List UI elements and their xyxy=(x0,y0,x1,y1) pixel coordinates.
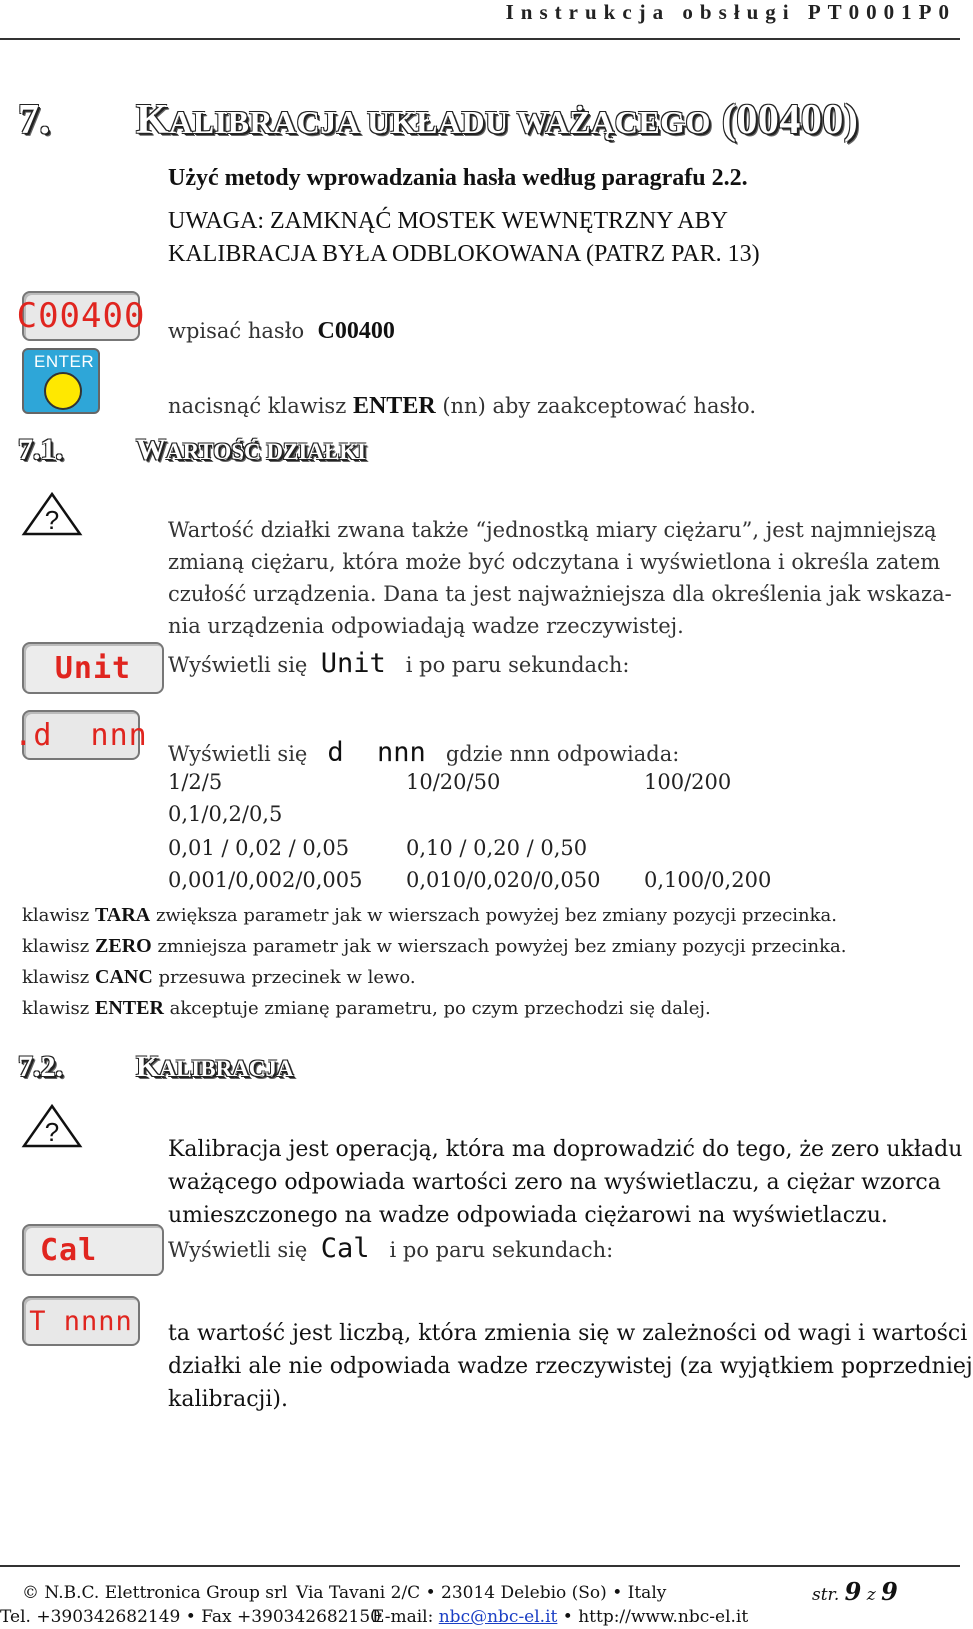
section-7-title: KALIBRACJA UKŁADU WAŻĄCEGO (00400) xyxy=(136,97,859,143)
document-header-title: Instrukcja obsługi PT0001P0 xyxy=(505,0,956,24)
section-7-2-paragraph-line-2: ważącego odpowiada wartości zero na wyświetlaczu, a ciężar wzorca xyxy=(168,1170,941,1195)
key-description-tara: klawisz TARA zwiększa parametr jak w wierszach powyżej bez zmiany pozycji przecinka. xyxy=(22,904,838,926)
section-7-1-paragraph-line-1: Wartość działki zwana także “jednostką miary ciężaru”, jest najmniejszą xyxy=(168,518,937,542)
warning-question-icon xyxy=(22,492,82,536)
value-cell: 0,1/0,2/0,5 xyxy=(168,802,283,826)
footer-contact: E-mail: nbc@nbc-el.it • http://www.nbc-el.it xyxy=(372,1607,749,1627)
footer-company: © N.B.C. Elettronica Group srl xyxy=(22,1583,288,1603)
lcd-display-d-nnn: .d nnn xyxy=(22,710,140,760)
section-7-number: 7. xyxy=(18,97,51,143)
section-7-2-paragraph-line-1: Kalibracja jest operacją, która ma doprowadzić do tego, że zero układu xyxy=(168,1137,963,1162)
lcd-display-cal: Cal xyxy=(22,1224,164,1276)
value-cell: 100/200 xyxy=(644,770,732,794)
enter-key-icon: ENTER xyxy=(22,348,100,414)
warning-question-icon xyxy=(22,1104,82,1148)
value-cell: 0,01 / 0,02 / 0,05 xyxy=(168,836,350,860)
shows-cal-text: Wyświetli się Cal i po paru sekundach: xyxy=(168,1233,614,1264)
enter-password-instruction: wpisać hasło C00400 xyxy=(168,318,395,344)
footer-email-link[interactable]: nbc@nbc-el.it xyxy=(438,1607,558,1627)
key-description-enter: klawisz ENTER akceptuje zmianę parametru, po czym przechodzi się dalej. xyxy=(22,997,711,1019)
value-cell: 10/20/50 xyxy=(406,770,501,794)
footer-page-number: str. 9 z 9 xyxy=(812,1577,898,1606)
footer-divider xyxy=(0,1565,960,1567)
section-7-1-paragraph-line-4: nia urządzenia odpowiadają wadze rzeczywistej. xyxy=(168,614,684,638)
footer-address: Via Tavani 2/C • 23014 Delebio (So) • Italy xyxy=(296,1583,667,1603)
shows-unit-text: Wyświetli się Unit i po paru sekundach: xyxy=(168,648,630,679)
header-divider xyxy=(0,38,960,40)
svg-text:?: ? xyxy=(44,505,60,535)
section-7-2-tail-line-1: ta wartość jest liczbą, która zmienia się w zależności od wagi i wartości xyxy=(168,1321,968,1346)
section-7-1-paragraph-line-2: zmianą ciężaru, która może być odczytana i wyświetlona i określa zatem xyxy=(168,550,941,574)
footer-website[interactable]: http://www.nbc-el.it xyxy=(578,1607,749,1627)
section-7-warning-line-2: KALIBRACJA BYŁA ODBLOKOWANA (PATRZ PAR. 13) xyxy=(168,241,760,267)
section-7-warning-line-1: UWAGA: ZAMKNĄĆ MOSTEK WEWNĘTRZNY ABY xyxy=(168,208,728,234)
section-7-1-title: WARTOŚĆ DZIAŁKI xyxy=(136,433,367,466)
section-7-2-number: 7.2. xyxy=(18,1050,63,1083)
value-cell: 0,10 / 0,20 / 0,50 xyxy=(406,836,588,860)
lcd-display-t-nnnn: T nnnn xyxy=(22,1296,140,1346)
value-cell: 0,001/0,002/0,005 xyxy=(168,868,363,892)
section-7-1-paragraph-line-3: czułość urządzenia. Dana ta jest najważniejsza dla określenia jak wskaza- xyxy=(168,582,952,606)
section-7-2-tail-line-2: działki ale nie odpowiada wadze rzeczywistej (za wyjątkiem poprzedniej xyxy=(168,1354,973,1379)
section-7-2-title: KALIBRACJA xyxy=(136,1050,294,1083)
value-cell: 1/2/5 xyxy=(168,770,223,794)
section-7-1-number: 7.1. xyxy=(18,433,63,466)
section-7-2-tail-line-3: kalibracji). xyxy=(168,1387,288,1412)
value-cell: 0,010/0,020/0,050 xyxy=(406,868,601,892)
section-7-intro: Użyć metody wprowadzania hasła według paragrafu 2.2. xyxy=(168,165,748,191)
lcd-display-unit: Unit xyxy=(22,642,164,694)
value-cell: 0,100/0,200 xyxy=(644,868,772,892)
key-descriptions xyxy=(22,900,846,1024)
svg-text:?: ? xyxy=(44,1117,60,1147)
section-7-title-code: (00400) xyxy=(721,97,859,143)
section-7-2-paragraph-line-3: umieszczonego na wadze odpowiada ciężarowi na wyświetlaczu. xyxy=(168,1203,888,1228)
shows-d-nnn-text: Wyświetli się d nnn gdzie nnn odpowiada: xyxy=(168,737,680,768)
lcd-display-c00400: C00400 xyxy=(22,291,140,341)
key-description-canc: klawisz CANC przesuwa przecinek w lewo. xyxy=(22,966,416,988)
press-enter-instruction: nacisnąć klawisz ENTER (nn) aby zaakceptować hasło. xyxy=(168,393,757,419)
key-description-zero: klawisz ZERO zmniejsza parametr jak w wierszach powyżej bez zmiany pozycji przecinka. xyxy=(22,935,847,957)
footer-tel-fax: Tel. +390342682149 • Fax +390342682150 xyxy=(0,1607,381,1627)
